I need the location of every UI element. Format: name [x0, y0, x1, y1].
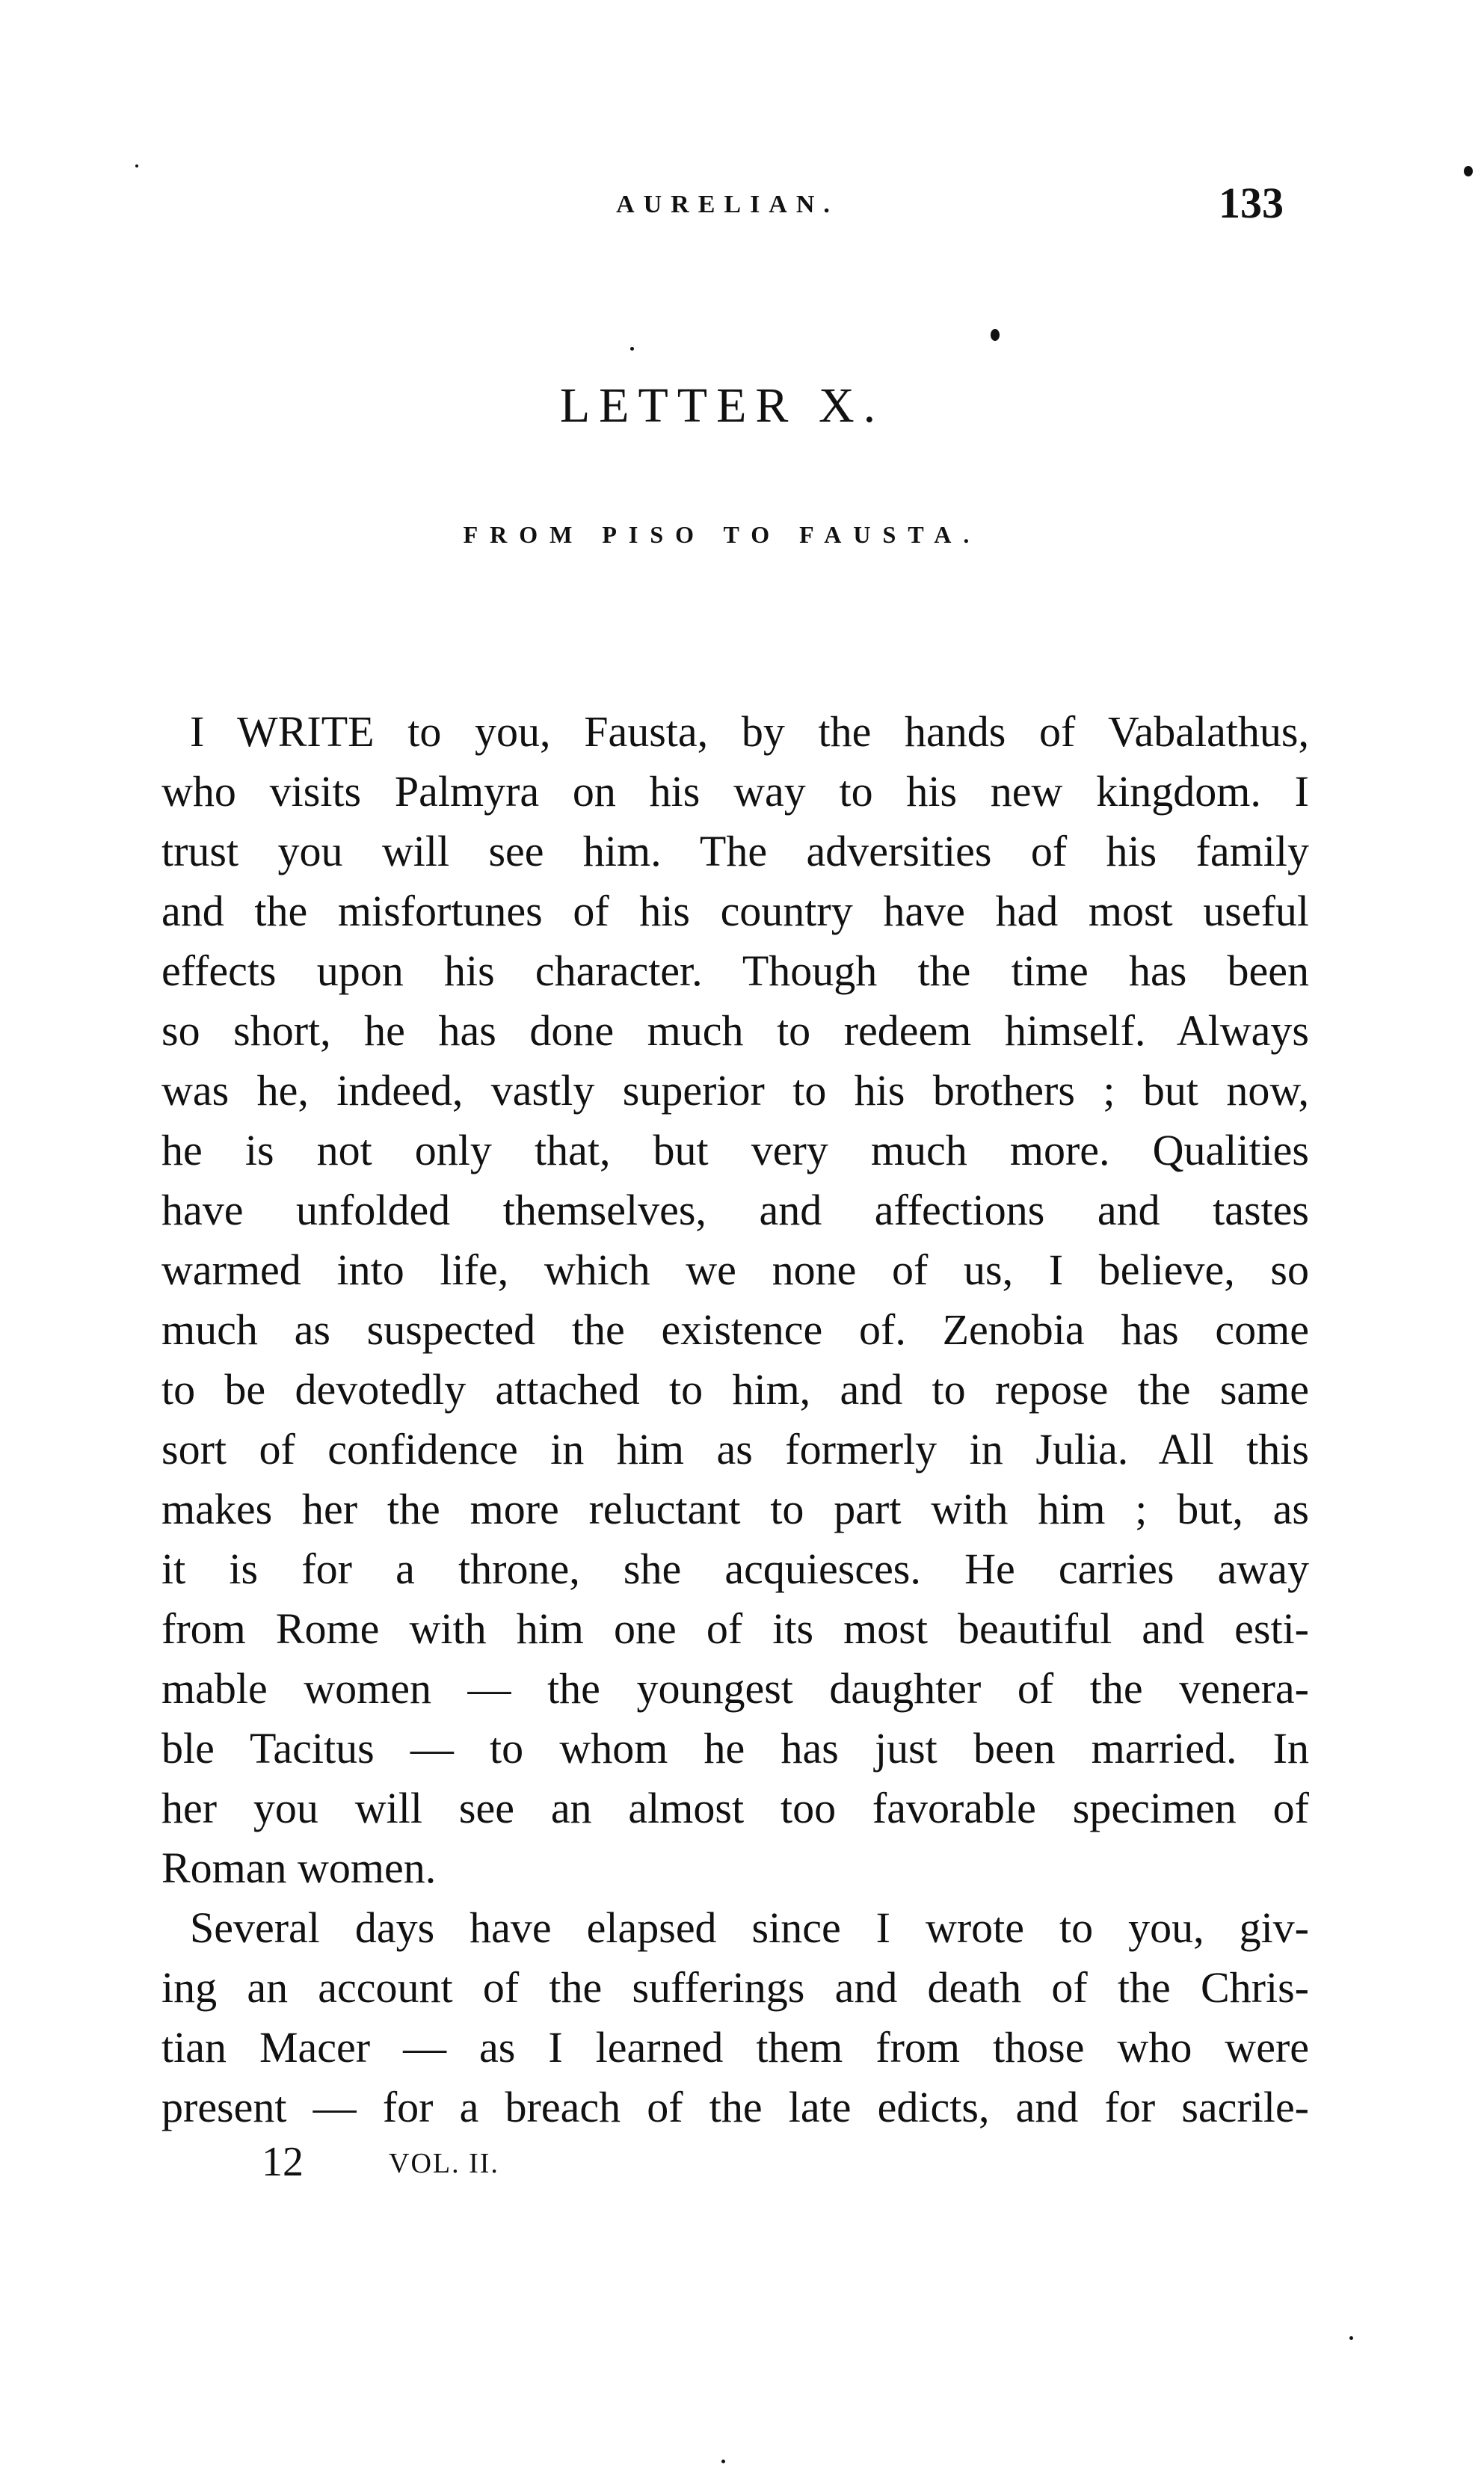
signature-number: 12 — [262, 2139, 304, 2185]
text-line: warmed into life, which we none of us, I believe, so — [161, 1245, 1309, 1294]
text-line: trust you will see him. The adversities of his family — [161, 827, 1309, 875]
print-speck — [135, 164, 138, 167]
print-speck — [1349, 2336, 1353, 2340]
text-line: from Rome with him one of its most beautiful and esti- — [161, 1604, 1309, 1653]
text-line: Roman women. — [161, 1844, 437, 1892]
text-line: ble Tacitus — to whom he has just been married. In — [161, 1724, 1309, 1773]
text-line: effects upon his character. Though the time has been — [161, 946, 1309, 995]
letter-subtitle: FROM PISO TO FAUSTA. — [463, 521, 982, 548]
text-line: to be devotedly attached to him, and to repose the same — [161, 1365, 1309, 1414]
text-line: ing an account of the sufferings and death of the Chris- — [161, 1963, 1309, 2012]
print-speck — [1464, 166, 1473, 176]
text-line: tian Macer — as I learned them from those who were — [161, 2023, 1309, 2072]
text-line: Several days have elapsed since I wrote to you, giv- — [190, 1903, 1309, 1952]
text-line: he is not only that, but very much more. Qualities — [161, 1126, 1309, 1174]
text-line: sort of confidence in him as formerly in Julia. All this — [161, 1425, 1309, 1473]
text-line: mable women — the youngest daughter of the venera- — [161, 1664, 1309, 1713]
print-speck — [721, 2460, 725, 2463]
text-line: present — for a breach of the late edicts, and for sacrile- — [161, 2083, 1309, 2131]
text-line: and the misfortunes of his country have had most useful — [161, 887, 1309, 935]
text-line: was he, indeed, vastly superior to his brothers ; but now, — [161, 1066, 1309, 1115]
volume-label: VOL. II. — [389, 2148, 499, 2179]
print-speck — [630, 347, 634, 351]
text-line: much as suspected the existence of. Zenobia has come — [161, 1305, 1309, 1354]
text-line: her you will see an almost too favorable specimen of — [161, 1784, 1309, 1832]
text-line: so short, he has done much to redeem himself. Always — [161, 1006, 1309, 1055]
text-line: it is for a throne, she acquiesces. He carries away — [161, 1545, 1309, 1593]
text-line: who visits Palmyra on his way to his new kingdom. I — [161, 767, 1309, 816]
page-number: 133 — [1219, 179, 1284, 227]
running-title: AURELIAN. — [616, 191, 839, 218]
text-line: have unfolded themselves, and affections and tastes — [161, 1186, 1309, 1234]
text-line: makes her the more reluctant to part with him ; but, as — [161, 1485, 1309, 1533]
print-speck — [991, 329, 1000, 341]
text-line: I WRITE to you, Fausta, by the hands of Vabalathus, — [190, 707, 1309, 756]
letter-title: LETTER X. — [559, 378, 885, 433]
